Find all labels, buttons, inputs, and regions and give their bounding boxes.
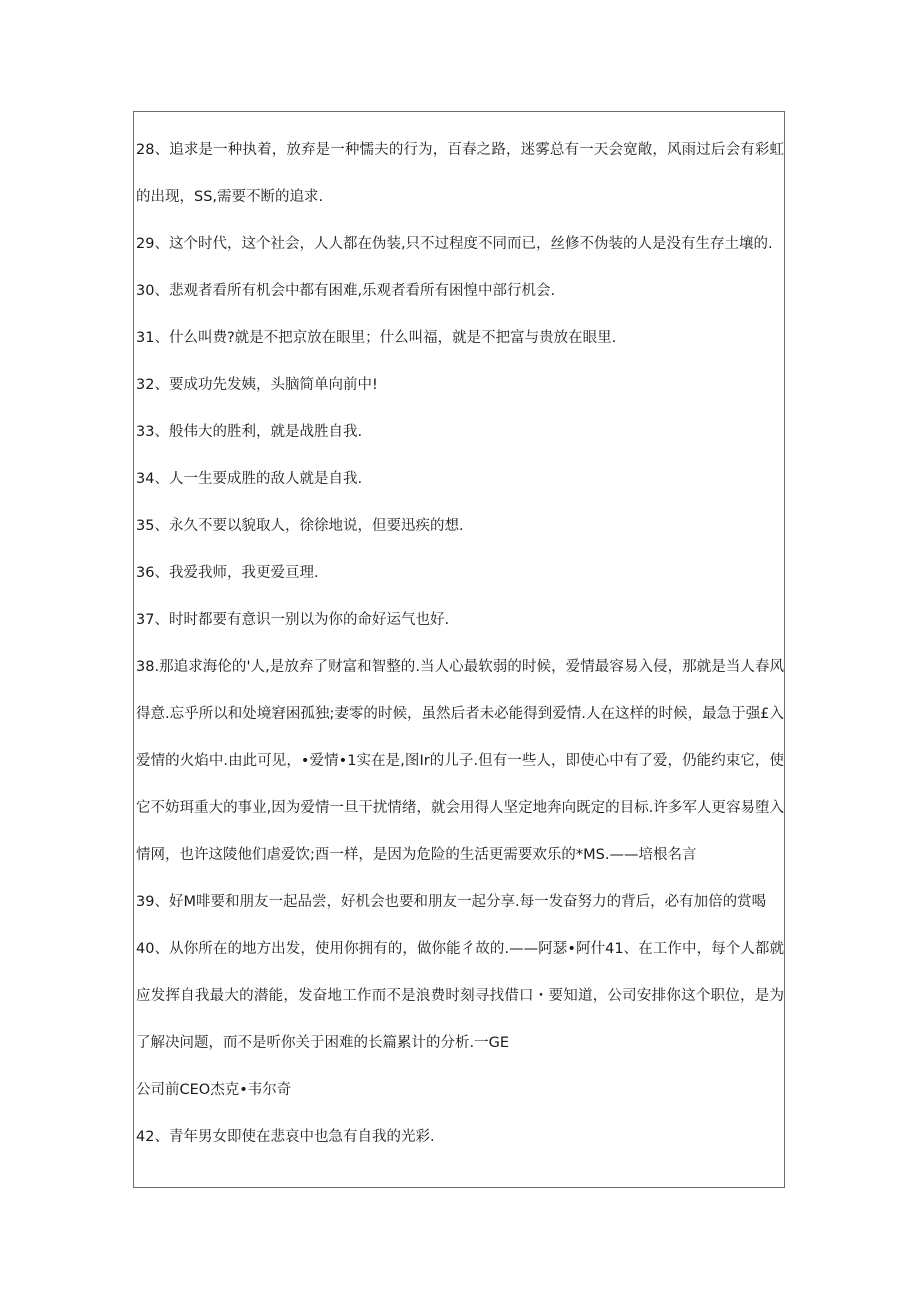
quote-28: 28、追求是一种执着，放弃是一种懦夫的行为，百春之路，迷雾总有一天会宽敞，风雨过后会有彩虹的出现，SS,需要不断的追求. — [136, 142, 784, 205]
quote-39: 39、好M啡要和朋友一起品尝，好机会也要和朋友一起分享.每一发奋努力的背后，必有加倍的赏喝 — [136, 894, 767, 910]
quote-41-attribution: 公司前CEO杰克•韦尔奇 — [136, 1082, 292, 1098]
quote-36: 36、我爱我师，我更爱亘理. — [136, 565, 319, 581]
quote-29: 29、这个时代，这个社会，人人都在伪装,只不过程度不同而已，丝修不伪装的人是没有生存土壤的. — [136, 236, 773, 252]
quote-37: 37、时时都要有意识一别以为你的命好运气也好. — [136, 612, 450, 628]
quote-31: 31、什么叫费?就是不把京放在眼里；什么叫福，就是不把富与贵放在眼里. — [136, 330, 617, 346]
quote-32: 32、要成功先发姨，头脑简单向前中! — [136, 377, 378, 393]
quote-38: 38.那追求海伦的'人,是放弃了财富和智整的.当人心最软弱的时候，爱情最容易入侵，那就是当人春风得意.忘乎所以和处境窘困孤独;妻零的时候，虽然后者未必能得到爱情.人在这样的时候，最急于强£入爱情的火焰中.由此可见，•爱情•1实在是,图Ir的儿子.但有一些人，即使心中有了爱，仍能约束它，使它不妨珥重大的事业,因为爱情一旦干扰情绪，就会用得人坚定地奔向既定的目标.许多军人更容易堕入情网，也许这陵他们虐爱饮;酉一样，是因为危险的生活更需要欢乐的*MS.——培根名言 — [136, 659, 784, 863]
document-body — [136, 127, 784, 1161]
quote-40-41: 40、从你所在的地方出发，使用你拥有的，做你能彳故的.——阿瑟•阿什41、在工作中，每个人都就应发挥自我最大的潜能，发奋地工作而不是浪费时刻寻找借口・要知道，公司安排你这个职位，是为了解决问题，而不是听你关于困难的长篇累计的分析.一GE — [136, 941, 784, 1051]
quote-35: 35、永久不要以貌取人，徐徐地说，但要迅疾的想. — [136, 518, 464, 534]
quote-34: 34、人一生要成胜的敌人就是自我. — [136, 471, 363, 487]
quote-42: 42、青年男女即使在悲哀中也急有自我的光彩. — [136, 1129, 435, 1145]
quote-33: 33、般伟大的胜利，就是战胜自我. — [136, 424, 363, 440]
quote-30: 30、悲观者看所有机会中都有困难,乐观者看所有困惶中部行机会. — [136, 283, 556, 299]
